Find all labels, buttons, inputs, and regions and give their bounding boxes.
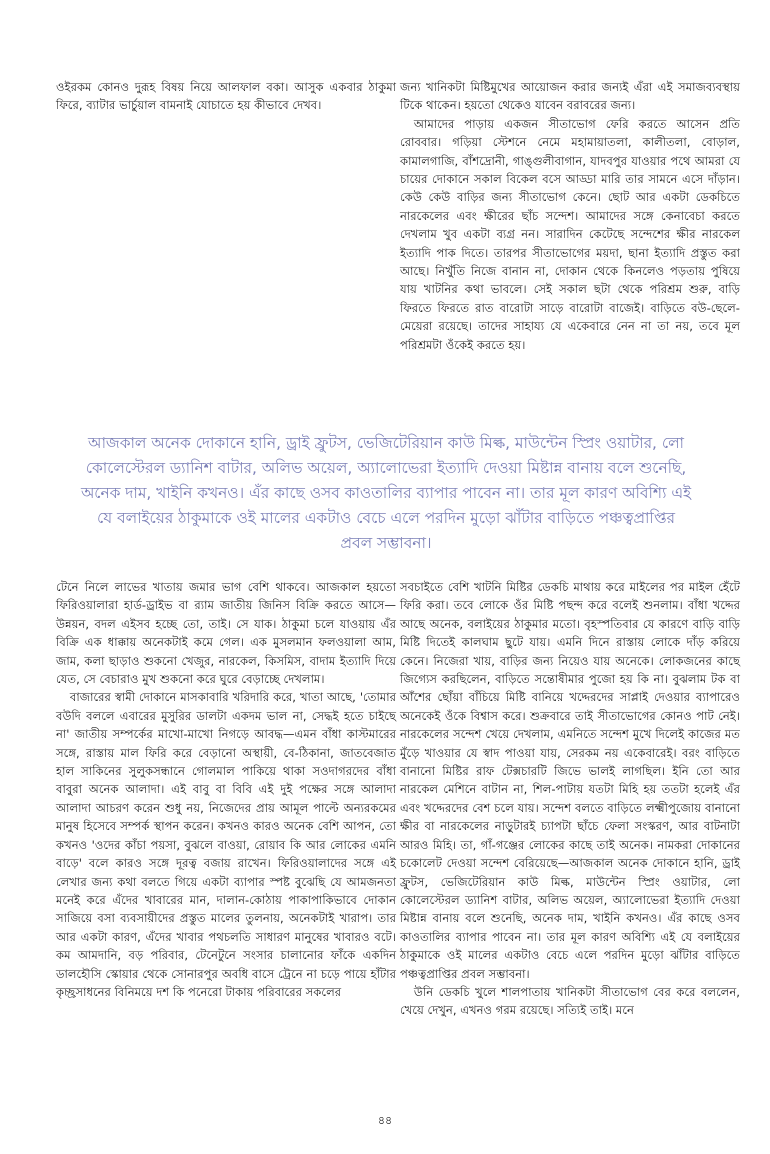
page-number: ৪৪	[377, 1114, 393, 1127]
top-left-column	[56, 78, 396, 115]
paragraph: বাজারের স্বামী দোকানে মাসকাবারি খরিদারি করে, খাতা আছে, 'তোমার বউদি বললে এবারের মুসুরির ডালটা একদম ভাল না, সেদ্ধই হতে চাইছে না' জাতীয় সম্পর্কের মাখো-মাখো নিগড়ে আবদ্ধ—এমন বাঁধা কাস্টমারের সঙ্গে, রাস্তায় মাল ফিরি করে বেড়ানো অস্থায়ী, বে-ঠিকানা, জাতবেজাত হাল সাকিনের সুলুকসন্ধানে গোলমাল পাকিয়ে থাকা সওদাগরদের বাঁধা বাবুরা অনেক আলাদা। এই বাবু বা বিবি এই দুই পক্ষের সঙ্গে আলাদা আলাদা আচরণ করেন শুধু নয়, নিজেদের প্রায় আমূল পাল্টে অন্যরকমের মানুষ হিসেবে সম্পর্ক স্থাপন করেন। কখনও কারও অনেক বেশি আপন, তো কখনও 'ওদের কাঁচা পয়সা, বুঝলে বাওয়া, রোয়াব কি আর লোকের এমনি বাড়ে' বলে কারও সঙ্গে দূরত্ব বজায় রাখেন। ফিরিওয়ালাদের সঙ্গে এই লেখার জন্য কথা বলতে গিয়ে একটা ব্যাপার স্পষ্ট বুঝেছি যে আমজনতা মনেই করে এঁদের খাবারের মান, দালান-কোঠায় পাকাপাকিভাবে দোকান সাজিয়ে বসা ব্যবসায়ীদের প্রস্তুত মালের তুলনায়, অনেকটাই খারাপ। তার আর একটা কারণ, এঁদের খাবার পথচলতি সাধারণ মানুষের খাবারও বটে। কম আমদানি, বড় পরিবার, টেনেটুনে সংসার চালানোর ফাঁকে একদিন ডালহৌসি স্কোয়ার থেকে সোনারপুর অবধি বাসে ট্রেনে না চড়ে পায়ে হাঁটার কৃচ্ছ্রসাধনের বিনিময়ে দশ কি পনেরো টাকায় পরিবারের সকলের	[56, 690, 396, 999]
bottom-left-column	[56, 578, 396, 1001]
paragraph: উনি ডেকচি খুলে শালপাতায় খানিকটা সীতাভোগ বের করে বললেন, খেয়ে দেখুন, এখনও গরম রয়েছে। সত্যিই তাই। মনে	[400, 984, 740, 1018]
bottom-right-column	[400, 578, 740, 1020]
paragraph: আমাদের পাড়ায় একজন সীতাভোগ ফেরি করতে আসেন প্রতি রোববার। গড়িয়া স্টেশনে নেমে মহামায়াতলা, কালীতলা, বোড়াল, কামালগাজি, বাঁশদ্রোনী, গাঙ্গুলীবাগান, যাদবপুর যাওয়ার পথে আমরা যে চায়ের দোকানে সকাল বিকেল বসে আড্ডা মারি তার সামনে এসে দাঁড়ান। কেউ কেউ বাড়ির জন্য সীতাভোগ কেনে। ছোট আর একটা ডেকচিতে নারকেলের এবং ক্ষীরের ছাঁচ সন্দেশ। আমাদের সঙ্গে কেনাবেচা করতে দেখলাম খুব একটা ব্যগ্র নন। সারাদিন কেটেছে সন্দেশের ক্ষীর নারকেল ইত্যাদি পাক দিতে। তারপর সীতাভোগের ময়দা, ছানা ইত্যাদি প্রস্তুত করা আছে। নিখুঁতি নিজে বানান না, দোকান থেকে কিনলেও পড়তায় পুষিয়ে যায় খাটনির কথা ভাবলে। সেই সকাল ছটা থেকে পরিশ্রম শুরু, বাড়ি ফিরতে ফিরতে রাত বারোটা সাড়ে বারোটা বাজেই। বাড়িতে বউ-ছেলে-মেয়েরা রয়েছে। তাদের সাহায্য যে একেবারে নেন না তা নয়, তবে মূল পরিশ্রমটা ওঁকেই করতে হয়।	[400, 116, 740, 352]
paragraph: ওইরকম কোনও দুরূহ বিষয় নিয়ে আলফাল বকা। আসুক একবার ঠাকুমা ফিরে, ব্যাটার ভার্চুয়াল বামনাই যোচাতে হয় কীভাবে দেখব।	[56, 80, 396, 113]
paragraph: সবচাইতে বেশি খাটনি মিষ্টির ডেকচি মাথায় করে মাইলের পর মাইল হেঁটে ফিরি করা। তবে লোকে ওঁর মিষ্টি পছন্দ করে বলেই শুনলাম। বাঁধা খদ্দের আছে অনেক, বলাইয়ের ঠাকুমার মতো। বৃহস্পতিবার যে কারণে বাড়ি বাড়ি মিষ্টি দিতেই কালঘাম ছুটে যায়। এমনি দিনে রাস্তায় লোকে দাঁড় করিয়ে কেনে। নিজেরা খায়, বাড়ির জন্য নিয়েও যায় অনেকে। লোকজনের কাছে জিগ্যেস করছিলেন, বাড়িতে সন্তোষীমার পুজো হয় কি না। বুঝলাম টক বা আঁশের ছোঁয়া বাঁচিয়ে মিষ্টি বানিয়ে খদ্দেরদের সাপ্লাই দেওয়ার ব্যাপারেও অনেকেই ওঁকে বিশ্বাস করে। শুক্রবারে তাই সীতাভোগের কোনও পাট নেই। নারকেলের সন্দেশ খেয়ে দেখলাম, এমনিতে সন্দেশ মুখে দিলেই কাজের মত মুঁড়ে খাওয়ার যে স্বাদ পাওয়া যায়, সেরকম নয় একেবারেই। বরং বাড়িতে বানানো মিষ্টির রাফ টেক্সচারটি জিভে ভালই লাগছিল। ইনি তো আর নারকেল মেশিনে বাটান না, শিল-পাটায় যতটা মিহি হয় ততটা হলেই এঁর এবং খদ্দেরদের বেশ চলে যায়। সন্দেশ বলতে বাড়িতে লক্ষ্মীপুজোয় বানানো ক্ষীর বা নারকেলের নাড়ুটারই চ্যাপটা ছাঁচে ফেলা সংস্করণ, আর বাটনাটা আরও মিহি। তা, গাঁ-গঞ্জের লোকের কাছে তাই অনেক। নামকরা দোকানের চকোলেট দেওয়া সন্দেশ বেরিয়েছে—আজকাল অনেক দোকানে হানি, ড্রাই ফ্রুটস, ভেজিটেরিয়ান কাউ মিল্ক, মাউন্টেন স্প্রিং ওয়াটার, লো কোলেস্টেরল ড্যানিশ বাটার, অলিভ অয়েল, অ্যালোভেরা ইত্যাদি দেওয়া মিষ্টান্ন বানায় বলে শুনেছি, অনেক দাম, খাইনি কখনও। এঁর কাছে ওসব কাওতালির ব্যাপার পাবেন না। তার মূল কারণ অবিশ্যি এই যে বলাইয়ের ঠাকুমাকে ওই মালের একটাও বেচে এলে পরদিন মুড়ো ঝাঁটার বাড়িতে পঞ্চত্বপ্রাপ্তির প্রবল সম্ভাবনা।	[400, 580, 740, 981]
pull-quote: আজকাল অনেক দোকানে হানি, ড্রাই ফ্রুটস, ভেজিটেরিয়ান কাউ মিল্ক, মাউন্টেন স্প্রিং ওয়াটার, লো কোলেস্টেরল ড্যানিশ বাটার, অলিভ অয়েল, অ্যালোভেরা ইত্যাদি দেওয়া মিষ্টান্ন বানায় বলে শুনেছি, অনেক দাম, খাইনি কখনও। এঁর কাছে ওসব কাওতালির ব্যাপার পাবেন না। তার মূল কারণ অবিশ্যি এই যে বলাইয়ের ঠাকুমাকে ওই মালের একটাও বেচে এলে পরদিন মুড়ো ঝাঁটার বাড়িতে পঞ্চত্বপ্রাপ্তির প্রবল সম্ভাবনা।	[80, 434, 692, 552]
paragraph: জন্য খানিকটা মিষ্টিমুখের আয়োজন করার জন্যই এঁরা এই সমাজব্যবস্থায় টিকে থাকেন। হয়তো থেকেও যাবেন বরাবরের জন্য।	[400, 80, 740, 113]
top-right-column	[400, 78, 740, 354]
paragraph: টেনে নিলে লাভের খাতায় জমার ভাগ বেশি থাকবে। আজকাল হয়তো ফিরিওয়ালারা হার্ড-ড্রাইভ বা র‍্যাম জাতীয় জিনিস বিক্রি করতে আসে—উন্নয়ন, বদল এইসব হচ্ছে তো, তাই। সে যাক। ঠাকুমা চলে যাওয়ায় এঁর বিক্রি এক ধাক্কায় অনেকটাই কমে গেল। এক মুসলমান ফলওয়ালা আম, জাম, কলা ছাড়াও শুকনো খেজুর, নারকেল, কিসমিস, বাদাম ইত্যাদি দিয়ে যেত, সে বেচারাও মুখ শুকনো করে ঘুরে বেড়াচ্ছে দেখলাম।	[56, 580, 396, 687]
